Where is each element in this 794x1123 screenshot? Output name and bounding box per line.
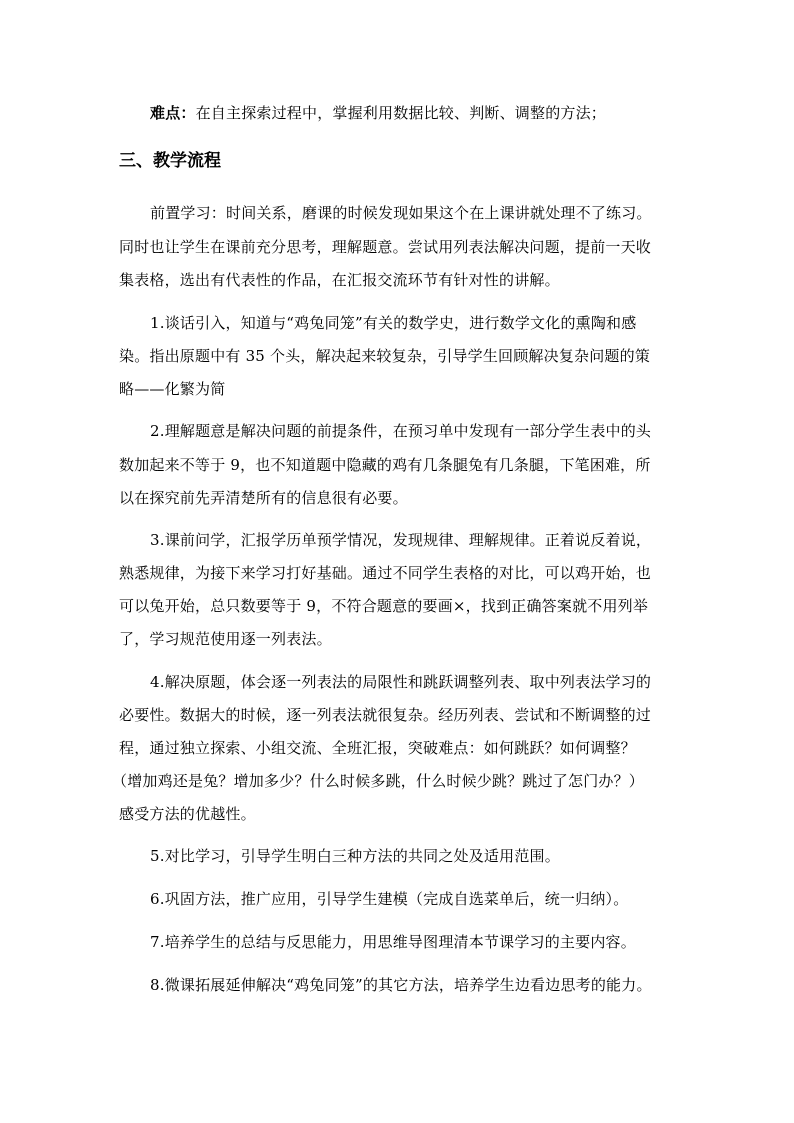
difficulty-line: [150, 103, 606, 123]
paragraph-line: 以在探究前先弄清楚所有的信息很有必要。: [119, 489, 408, 507]
paragraph-line: 5.对比学习，引导学生明白三种方法的共同之处及适用范围。: [150, 847, 560, 865]
paragraph-line: 熟悉规律，为接下来学习打好基础。通过不同学生表格的对比，可以鸡开始，也: [119, 564, 652, 582]
paragraph-line: 3.课前问学，汇报学历单预学情况，发现规律、理解规律。正着说反着说，: [150, 531, 652, 549]
paragraph-line: 必要性。数据大的时候，逐一列表法就很复杂。经历列表、尝试和不断调整的过: [119, 706, 652, 724]
paragraph-line: 6.巩固方法，推广应用，引导学生建模（完成自选菜单后，统一归纳）。: [150, 890, 629, 908]
paragraph-line: 1.谈话引入，知道与“鸡兔同笼”有关的数学史，进行数学文化的熏陶和感: [150, 314, 637, 332]
paragraph-line: 同时也让学生在课前充分思考，理解题意。尝试用列表法解决问题，提前一天收: [119, 238, 652, 256]
paragraph-line: 染。指出原题中有 35 个头，解决起来较复杂，引导学生回顾解决复杂问题的策: [119, 347, 651, 365]
paragraph-line: 集表格，选出有代表性的作品，在汇报交流环节有针对性的讲解。: [119, 271, 560, 289]
paragraph-line: 略——化繁为简: [119, 380, 226, 398]
paragraph-line: 7.培养学生的总结与反思能力，用思维导图理清本节课学习的主要内容。: [150, 933, 636, 951]
paragraph-line: 程，通过独立探索、小组交流、全班汇报，突破难点：如何跳跃？如何调整？: [119, 739, 636, 757]
difficulty-text: 在自主探索过程中，掌握利用数据比较、判断、调整的方法；: [195, 104, 607, 122]
paragraph-line: 数加起来不等于 9，也不知道题中隐藏的鸡有几条腿兔有几条腿，下笔困难，所: [119, 456, 651, 474]
section-heading: 三、教学流程: [119, 151, 221, 171]
difficulty-label: 难点：: [150, 104, 196, 122]
paragraph-line: 8.微课拓展延伸解决“鸡兔同笼”的其它方法，培养学生边看边思考的能力。: [150, 976, 652, 994]
paragraph-line: 了，学习规范使用逐一列表法。: [119, 630, 332, 648]
paragraph-line: 前置学习：时间关系，磨课的时候发现如果这个在上课讲就处理不了练习。: [150, 204, 652, 222]
paragraph-line: （增加鸡还是兔？增加多少？什么时候多跳，什么时候少跳？跳过了怎门办？）: [112, 772, 645, 790]
paragraph-line: 可以兔开始，总只数要等于 9，不符合题意的要画×，找到正确答案就不用列举: [119, 597, 649, 615]
paragraph-line: 感受方法的优越性。: [119, 805, 256, 823]
paragraph-line: 4.解决原题，体会逐一列表法的局限性和跳跃调整列表、取中列表法学习的: [150, 673, 652, 691]
paragraph-line: 2.理解题意是解决问题的前提条件，在预习单中发现有一部分学生表中的头: [150, 422, 652, 440]
